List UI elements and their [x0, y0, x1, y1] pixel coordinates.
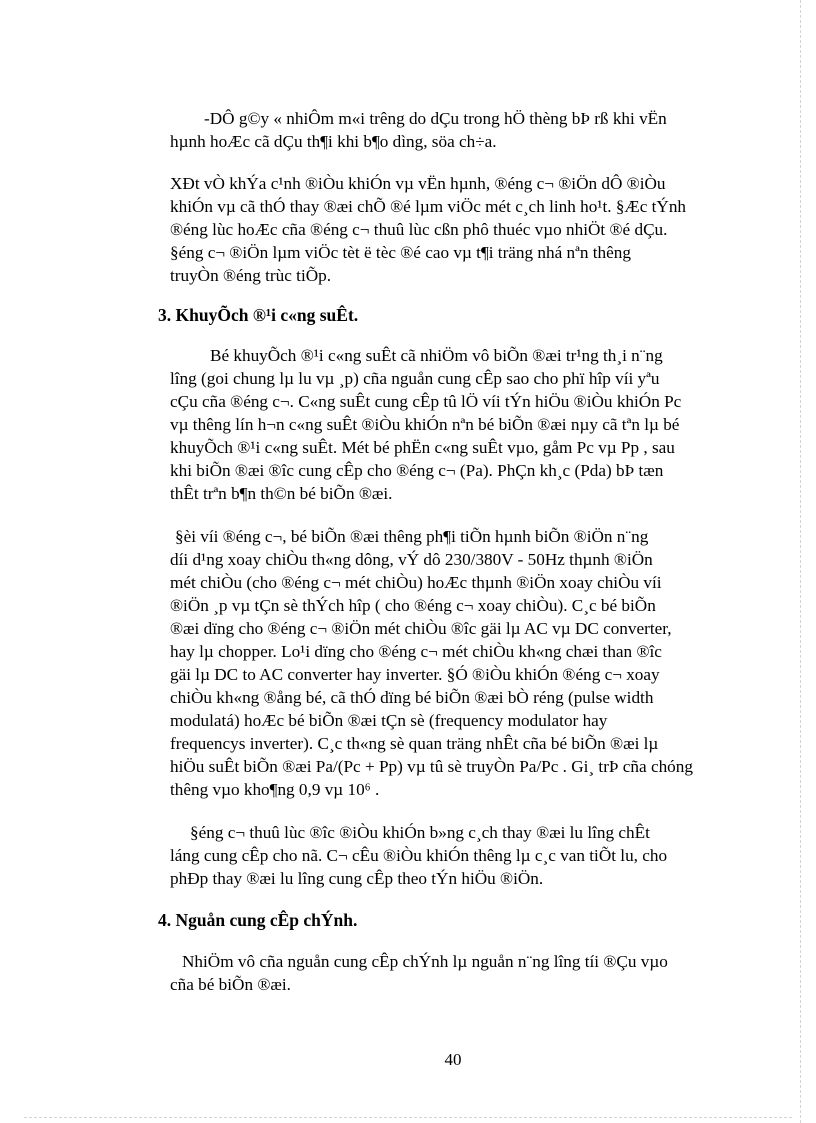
- text-line: vµ thêng lín h¬n c«ng suÊt ®iÒu khiÓn nªn bé biÕn ®æi nµy cã tªn lµ bé: [170, 415, 680, 434]
- paragraph: [170, 525, 740, 801]
- text-line: thÊt trªn b¶n th©n bé biÕn ®æi.: [170, 484, 393, 503]
- text-line: láng cung cÊp cho nã. C¬ cÊu ®iÒu khiÓn thêng lµ c¸c van tiÕt lu, cho: [170, 846, 668, 865]
- text-line: cña bé biÕn ®æi.: [170, 975, 291, 994]
- text-line: phÐp thay ®æi lu lîng cung cÊp theo tÝn hiÖu ®iÖn.: [170, 869, 544, 888]
- paragraph: [170, 172, 740, 287]
- text-line: NhiÖm vô cña nguån cung cÊp chÝnh lµ nguån n¨ng lîng tíi ®Çu vµo: [182, 952, 668, 971]
- page-number: 40: [444, 1050, 462, 1069]
- text-line: Bé khuyÕch ®¹i c«ng suÊt cã nhiÖm vô biÕn ®æi tr¹ng th¸i n¨ng: [210, 346, 663, 365]
- page-edge-bottom: [24, 1117, 792, 1118]
- text-line: khuyÕch ®¹i c«ng suÊt. Mét bé phËn c«ng suÊt vµo, gåm Pc vµ Pp , sau: [170, 438, 675, 457]
- text-line: chiÒu kh«ng ®ång bé, cã thÓ dïng bé biÕn ®æi bÒ réng (pulse width: [170, 688, 654, 707]
- text-line: modulatá) hoÆc bé biÕn ®æi tÇn sè (frequency modulator hay: [170, 711, 608, 730]
- text-line: thêng vµo kho¶ng 0,9 vµ 10⁶ .: [170, 780, 380, 799]
- text-line: ®æi dïng cho ®éng c¬ ®iÖn mét chiÒu ®îc gäi lµ AC vµ DC converter,: [170, 619, 672, 638]
- text-line: §èi víi ®éng c¬, bé biÕn ®æi thêng ph¶i tiÕn hµnh biÕn ®iÖn n¨ng: [175, 527, 649, 546]
- paragraph: [170, 344, 740, 505]
- section-heading: 3. KhuyÕch ®¹i c«ng suÊt.: [158, 305, 359, 325]
- text-line: -DÔ g©y « nhiÔm m«i trêng do dÇu trong hÖ thèng bÞ rß khi vËn: [204, 109, 667, 128]
- text-line: XÐt vÒ khÝa c¹nh ®iÒu khiÓn vµ vËn hµnh, ®éng c¬ ®iÖn dÔ ®iÒu: [170, 174, 666, 193]
- text-line: ®éng lùc hoÆc cña ®éng c¬ thuû lùc cßn phô thuéc vµo nhiÖt ®é dÇu.: [170, 220, 668, 239]
- section-heading: 4. Nguån cung cÊp chÝnh.: [158, 910, 358, 930]
- text-line: truyÒn ®éng trùc tiÕp.: [170, 266, 332, 285]
- text-line: khiÓn vµ cã thÓ thay ®æi chÕ ®é lµm viÖc mét c¸ch linh ho¹t. §Æc tÝnh: [170, 197, 687, 216]
- text-line: frequencys inverter). C¸c th«ng sè quan träng nhÊt cña bé biÕn ®æi lµ: [170, 734, 659, 753]
- text-line: mét chiÒu (cho ®éng c¬ mét chiÒu) hoÆc thµnh ®iÖn xoay chiÒu víi: [170, 573, 662, 592]
- text-line: díi d¹ng xoay chiÒu th«ng dông, vÝ dô 230/380V - 50Hz thµnh ®iÖn: [170, 550, 653, 569]
- text-line: lîng (goi chung lµ lu vµ ¸p) cña nguån cung cÊp sao cho phï hîp víi yªu: [170, 369, 660, 388]
- text-line: §éng c¬ thuû lùc ®îc ®iÒu khiÓn b»ng c¸ch thay ®æi lu lîng chÊt: [190, 823, 650, 842]
- page-edge-right: [800, 0, 801, 1123]
- paragraph: [170, 950, 740, 996]
- text-line: khi biÕn ®æi ®îc cung cÊp cho ®éng c¬ (Pa). PhÇn kh¸c (Pda) bÞ tæn: [170, 461, 664, 480]
- text-line: cÇu cña ®éng c¬. C«ng suÊt cung cÊp tû lÖ víi tÝn hiÖu ®iÒu khiÓn Pc: [170, 392, 682, 411]
- text-line: hiÖu suÊt biÕn ®æi Pa/(Pc + Pp) vµ tû sè truyÒn Pa/Pc . Gi¸ trÞ cña chóng: [170, 757, 693, 776]
- paragraph: [170, 107, 740, 153]
- text-line: §éng c¬ ®iÖn lµm viÖc tèt ë tèc ®é cao vµ t¶i träng nhá nªn thêng: [170, 243, 631, 262]
- text-line: hay lµ chopper. Lo¹i dïng cho ®éng c¬ mét chiÒu kh«ng chæi than ®îc: [170, 642, 662, 661]
- text-line: hµnh hoÆc cã dÇu th¶i khi b¶o dìng, söa ch÷a.: [170, 132, 497, 151]
- paragraph: [170, 821, 740, 890]
- text-line: ®iÖn ¸p vµ tÇn sè thÝch hîp ( cho ®éng c¬ xoay chiÒu). C¸c bé biÕn: [170, 596, 656, 615]
- text-line: gäi lµ DC to AC converter hay inverter. §Ó ®iÒu khiÓn ®éng c¬ xoay: [170, 665, 660, 684]
